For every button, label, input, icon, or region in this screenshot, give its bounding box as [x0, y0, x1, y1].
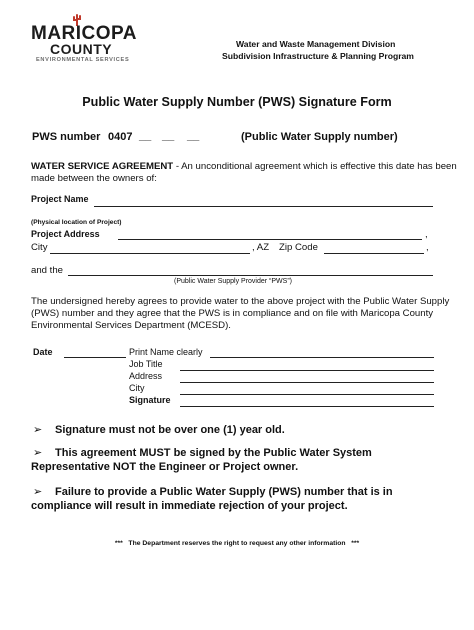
- zip-label: Zip Code: [279, 242, 318, 253]
- note-2-line-2: Representative NOT the Engineer or Project owner.: [31, 461, 299, 473]
- address-comma: ,: [425, 229, 428, 240]
- signature-field[interactable]: [180, 406, 434, 407]
- division-name: Water and Waste Management Division: [236, 39, 396, 49]
- city-field[interactable]: [50, 253, 250, 254]
- signature-label: Signature: [129, 395, 171, 405]
- physical-location-note: (Physical location of Project): [31, 219, 122, 226]
- state-label: , AZ: [252, 242, 270, 253]
- logo-environmental-services-text: ENVIRONMENTAL SERVICES: [36, 57, 130, 63]
- print-name-field[interactable]: [210, 357, 434, 358]
- zip-field[interactable]: [324, 253, 424, 254]
- note-3-line-2: compliance will result in immediate rejection of your project.: [31, 500, 348, 512]
- note-2-line-1: This agreement MUST be signed by the Public Water System: [55, 447, 372, 459]
- sig-city-label: City: [129, 383, 145, 393]
- pws-number-label: PWS number: [32, 131, 101, 143]
- note-3-line-1: Failure to provide a Public Water Supply (PWS) number that is in: [55, 486, 393, 498]
- agreement-text-1: - An unconditional agreement which is effective this date has been: [173, 161, 457, 172]
- zip-comma: ,: [426, 242, 429, 253]
- program-name: Subdivision Infrastructure & Planning Program: [222, 51, 414, 61]
- project-address-label: Project Address: [31, 229, 100, 239]
- pws-description: (Public Water Supply number): [241, 131, 398, 143]
- sig-city-field[interactable]: [180, 394, 434, 395]
- arrow-bullet-icon: ➢: [33, 447, 43, 459]
- undertaking-line-3: Environmental Services Department (MCESD).: [31, 320, 231, 331]
- pws-prefix: 0407: [108, 131, 133, 143]
- city-label: City: [31, 242, 48, 253]
- agreement-line-1: [31, 162, 457, 172]
- and-the-label: and the: [31, 265, 64, 276]
- undertaking-line-1: The undersigned hereby agrees to provide water to the above project with the Public Water Supply: [31, 296, 450, 307]
- pws-blank-1[interactable]: __: [139, 130, 152, 142]
- sig-address-field[interactable]: [180, 382, 434, 383]
- agreement-heading: WATER SERVICE AGREEMENT: [31, 161, 174, 172]
- undertaking-line-2: (PWS) number and they agree that the PWS is in compliance and on file with Maricopa County: [31, 308, 434, 319]
- form-title: Public Water Supply Number (PWS) Signature Form: [82, 95, 392, 109]
- pws-blank-3[interactable]: __: [187, 130, 200, 142]
- pws-provider-field[interactable]: [68, 275, 433, 276]
- logo-maricopa-text: MARICOPA: [31, 23, 138, 44]
- arrow-bullet-icon: ➢: [33, 486, 43, 498]
- provider-caption: (Public Water Supply Provider “PWS”): [174, 278, 292, 285]
- logo-county-text: COUNTY: [50, 41, 113, 57]
- note-1: Signature must not be over one (1) year old.: [55, 424, 285, 436]
- project-name-label: Project Name: [31, 194, 89, 204]
- project-name-field[interactable]: [94, 206, 433, 207]
- job-title-field[interactable]: [180, 370, 434, 371]
- sig-address-label: Address: [129, 371, 163, 381]
- date-field[interactable]: [64, 357, 126, 358]
- project-address-field[interactable]: [118, 239, 422, 240]
- pws-blank-2[interactable]: __: [162, 130, 175, 142]
- date-label: Date: [33, 347, 53, 357]
- print-name-label: Print Name clearly: [129, 347, 203, 357]
- job-title-label: Job Title: [129, 359, 163, 369]
- footer-note: *** The Department reserves the right to request any other information ***: [114, 540, 360, 547]
- agreement-text-2: made between the owners of:: [31, 173, 157, 184]
- arrow-bullet-icon: ➢: [33, 424, 43, 436]
